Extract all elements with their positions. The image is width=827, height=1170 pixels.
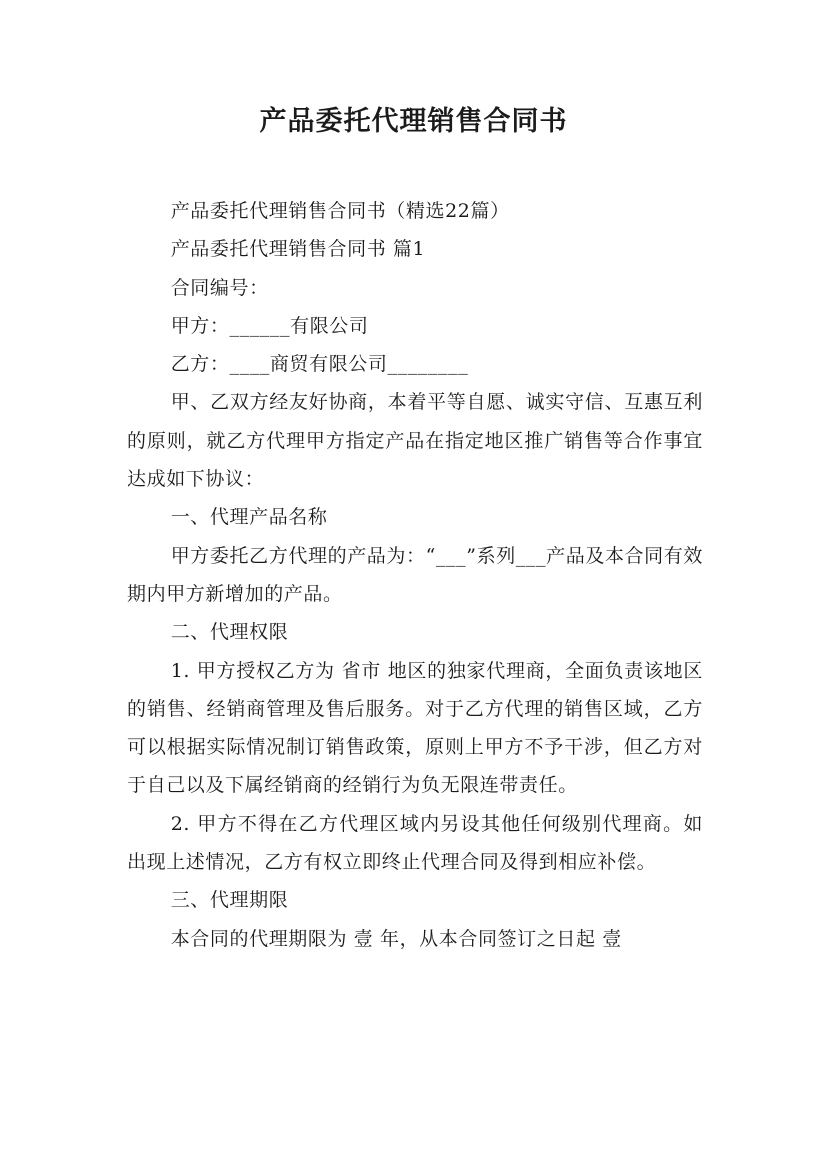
document-title: 产品委托代理销售合同书 <box>259 106 568 137</box>
party-a-line: 甲方：______有限公司 <box>170 314 369 337</box>
contract-number-line: 合同编号： <box>170 276 269 299</box>
clause-heading: 二、代理权限 <box>170 621 289 644</box>
body-paragraph: 甲、乙双方经友好协商，本着平等自愿、诚实守信、互惠互利的原则，就乙方代理甲方指定产品在指定地区推广销售等合作事宜达成如下协议： <box>127 391 703 491</box>
clause-heading: 三、代理期限 <box>170 889 289 912</box>
party-b-line: 乙方：____商贸有限公司________ <box>170 353 469 376</box>
body-paragraph: 甲方委托乙方代理的产品为：“___”系列___产品及本合同有效期内甲方新增加的产品。 <box>127 544 703 605</box>
section-heading: 产品委托代理销售合同书 篇1 <box>170 238 426 261</box>
body-paragraph: 本合同的代理期限为 壹 年，从本合同签订之日起 壹 <box>170 927 622 950</box>
document-body <box>127 192 703 958</box>
body-paragraph: 1. 甲方授权乙方为 省市 地区的独家代理商，全面负责该地区的销售、经销商管理及售后服务。对于乙方代理的销售区域，乙方可以根据实际情况制订销售政策，原则上甲方不予干涉，但乙方对于自己以及下属经销商的经销行为负无限连带责任。 <box>127 659 703 797</box>
clause-heading: 一、代理产品名称 <box>170 506 328 529</box>
subtitle-paragraph: 产品委托代理销售合同书（精选22篇） <box>170 200 510 222</box>
body-paragraph: 2. 甲方不得在乙方代理区域内另设其他任何级别代理商。如出现上述情况，乙方有权立即终止代理合同及得到相应补偿。 <box>127 812 703 874</box>
